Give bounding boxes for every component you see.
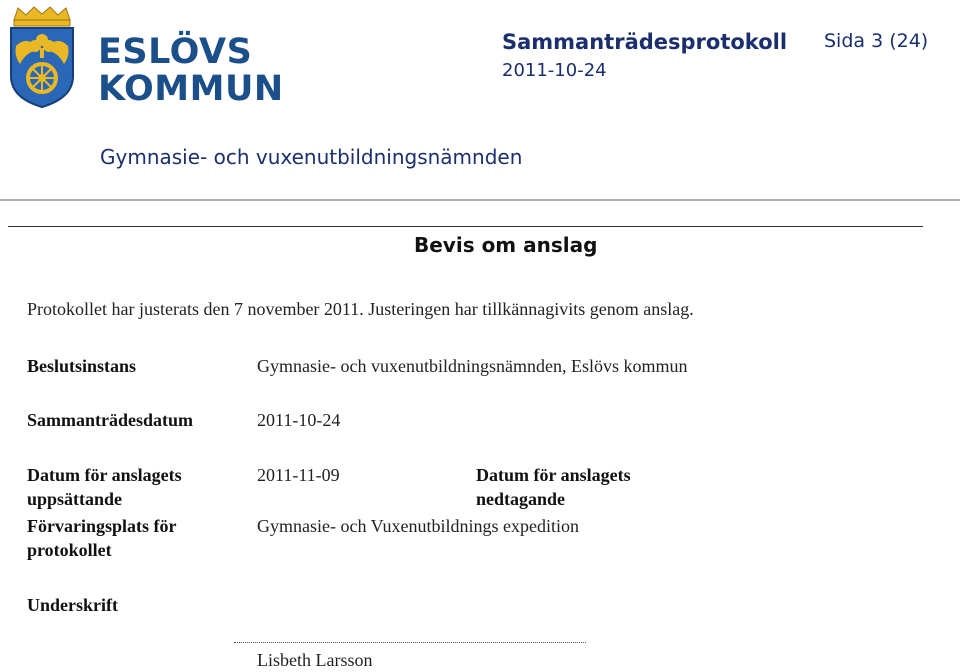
section-divider: [8, 226, 923, 227]
notice-intro: Protokollet har justerats den 7 november 2011. Justeringen har tillkännagivits genom anslag.: [27, 299, 694, 319]
removal-date-label-line-1: Datum för anslagets: [476, 465, 631, 485]
committee-name: Gymnasie- och vuxenutbildningsnämnden: [100, 145, 523, 169]
page-number: Sida 3 (24): [824, 30, 929, 52]
removal-date-label-line-2: nedtagande: [476, 489, 566, 509]
municipal-crest-logo: [8, 6, 76, 110]
signature-line: [234, 642, 586, 643]
beslutsinstans-label: Beslutsinstans: [27, 356, 137, 376]
removal-date-label: [476, 463, 631, 511]
header-divider: [0, 199, 960, 201]
document-title: Sammanträdesprotokoll: [502, 30, 788, 54]
posting-date-label-line-1: Datum för anslagets: [27, 465, 182, 485]
posting-date-value: 2011-11-09: [257, 465, 340, 485]
storage-location-label-line-2: protokollet: [27, 540, 112, 560]
notice-heading: Bevis om anslag: [414, 233, 598, 257]
signatory-name: Lisbeth Larsson: [257, 650, 373, 670]
document-date: 2011-10-24: [502, 60, 607, 81]
storage-location-value: Gymnasie- och Vuxenutbildnings expedition: [257, 516, 580, 536]
storage-location-label-line-1: Förvaringsplats för: [27, 516, 177, 536]
meeting-date-value: 2011-10-24: [257, 410, 341, 430]
posting-date-label-line-2: uppsättande: [27, 489, 123, 509]
posting-date-label: [27, 463, 182, 511]
signature-label: Underskrift: [27, 595, 118, 615]
logotype-line-2: KOMMUN: [98, 69, 284, 109]
meeting-date-label: Sammanträdesdatum: [27, 410, 194, 430]
logotype-line-1: ESLÖVS: [98, 32, 253, 72]
municipality-logotype: [98, 34, 284, 108]
beslutsinstans-value: Gymnasie- och vuxenutbildningsnämnden, Eslövs kommun: [257, 356, 688, 376]
storage-location-label: [27, 514, 176, 562]
